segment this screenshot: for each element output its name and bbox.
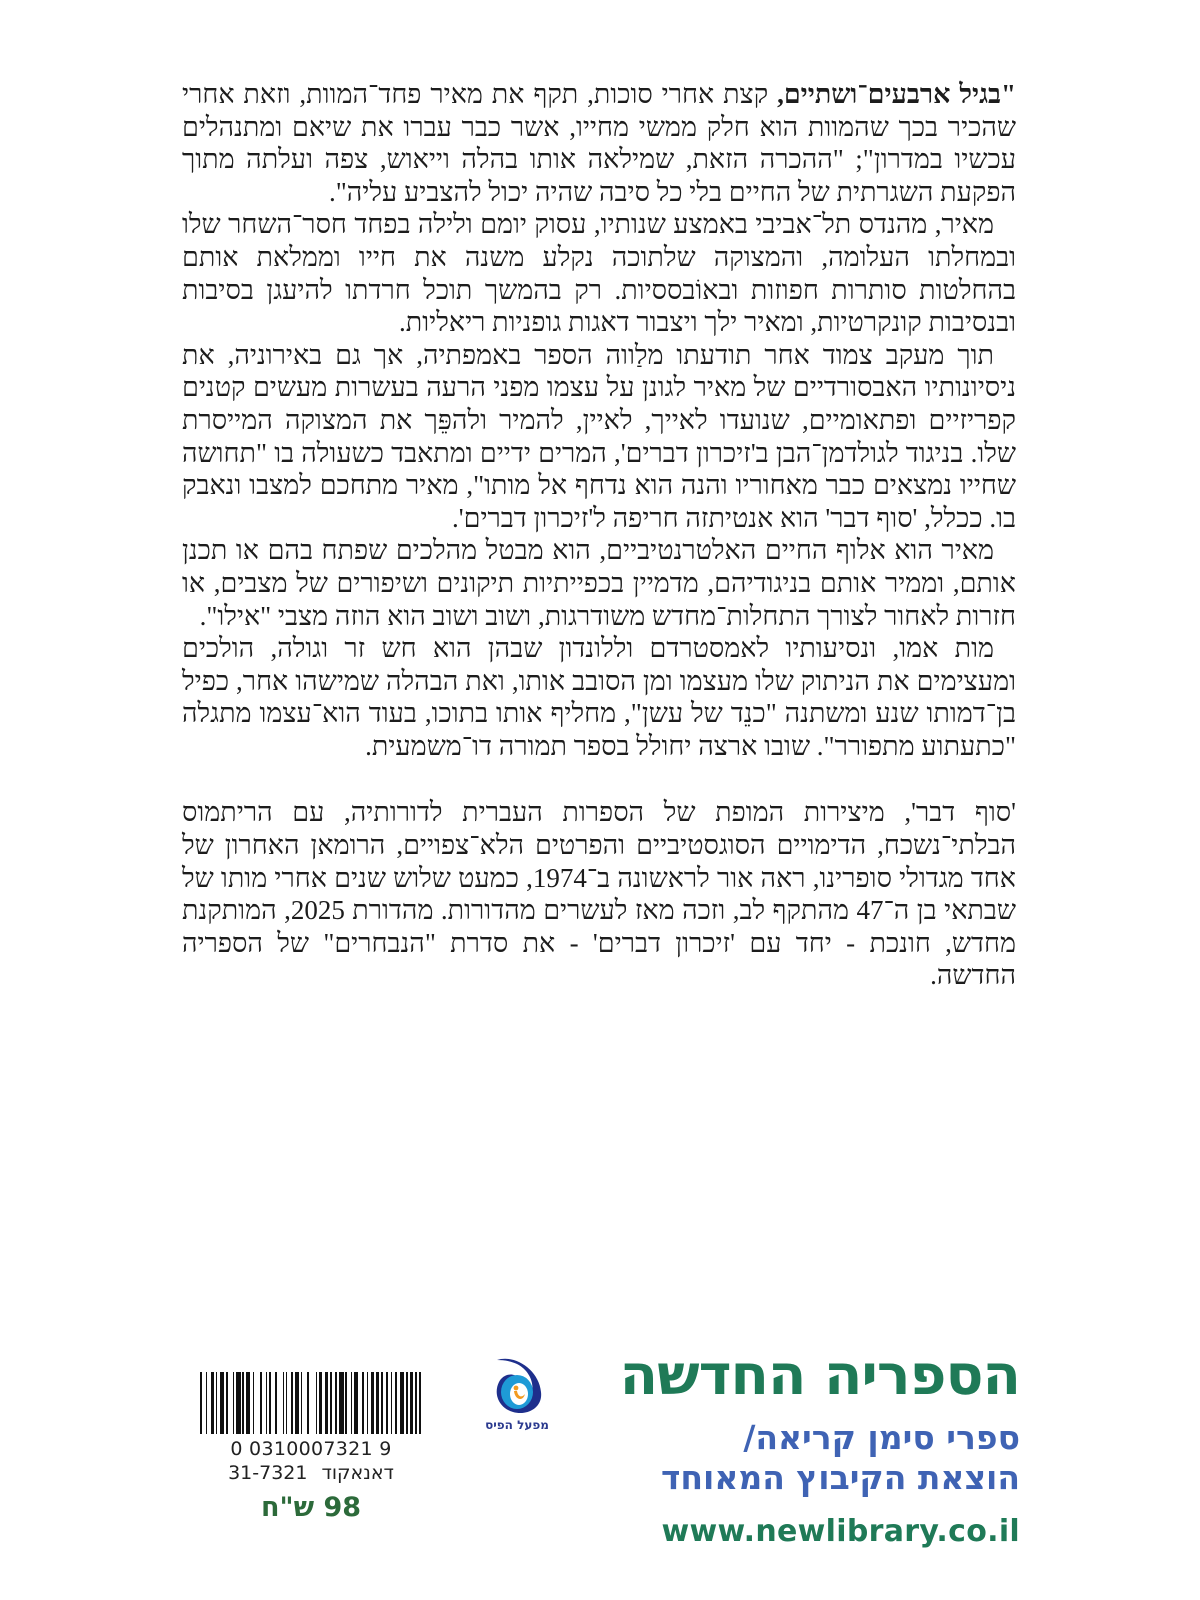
blurb-paragraph-1-text: קצת אחרי סוכות, תקף את מאיר פחד־המוות, וזאת אחרי שהכיר בכך שהמוות הוא חלק ממשי מחייו, אשר כבר עברו את שיאם ומתנהלים עכשיו במדרון"; "ההכרה הזאת, שמילאה אותו בהלה וייאוש, צפה ועלתה מתוך הפקעת השגרתית של החיים בלי כל סיבה שהיה יכול להצביע עליה".	[182, 79, 1016, 207]
blurb-paragraph-3: תוך מעקב צמוד אחר תודעתו מלַווה הספר באמפתיה, אך גם באירוניה, את ניסיונותיו האבסורדיים של מאיר לגונן על עצמו מפני הרעה בעשרות מעשים קטנים קפריזיים ופתאומיים, שנועדו לאייך, לאיין, להמיר ולהפֵּך את המצוקה המייסרת שלו. בניגוד לגולדמן־הבן ב'זיכרון דברים', המרים ידיים ומתאבד כשעולה בו "תחושה שחייו נמצאים כבר מאחוריו והנה הוא נדחף אל מותו", מאיר מתחכם למצבו ונאבק בו. ככלל, 'סוף דבר' הוא אנטיתזה חריפה ל'זיכרון דברים'.	[182, 339, 1016, 533]
mifal-hapais-logo	[482, 1348, 552, 1432]
blurb-paragraph-2: מאיר, מהנדס תל־אביבי באמצע שנותיו, עסוק יומם ולילה בפחד חסר־השחר שלו ובמחלתו העלומה, והמצוקה שלתוכה נקלע משנה את חייו וממלאת אותם בהחלטות סותרות חפוזות ובאוֹבססיות. רק בהמשך תוכל חרדתו להיעגן בסיבות ובנסיבות קונקרטיות, ומאיר ילך ויצבור דאגות גופניות ריאליות.	[182, 209, 1016, 338]
barcode-bar	[419, 1372, 421, 1434]
mifal-hapais-swirl-icon	[487, 1348, 547, 1416]
publisher-url[interactable]: www.newlibrary.co.il	[661, 1514, 1020, 1549]
barcode-number: 0 0310007321 9	[230, 1438, 392, 1460]
logo-caption: מפעל הפיס	[485, 1418, 549, 1432]
blurb-paragraph-5: מות אמו, ונסיעותיו לאמסטרדם וללונדון שבהן הוא חש זר וגולה, הולכים ומעצימים את הניתוק שלו מעצמו ומן הסובב אותו, ואת הבהלה שמישהו אחר, כפיל בן־דמותו שנע ומשתנה "כנֵד של עשן", מחליף אותו בתוכו, בעוד הוא־עצמו מתגלה "כתעתוע מתפורר". שובו ארצה יחולל בספר תמורה דו־משמעית.	[182, 633, 1016, 761]
danacode-label: דאנאקוד	[321, 1462, 394, 1484]
paragraph-spacer	[182, 762, 1016, 796]
publisher-block	[600, 1343, 1020, 1549]
barcode-bar	[309, 1372, 316, 1434]
danacode	[196, 1462, 426, 1484]
blurb-lead-phrase: "בגיל ארבעים־ושתיים,	[777, 79, 1016, 109]
series-title: הספריה החדשה	[619, 1343, 1020, 1408]
danacode-value: 31-7321	[228, 1462, 308, 1484]
blurb-paragraph-4: מאיר הוא אלוף החיים האלטרנטיביים, הוא מבטל מהלכים שפתח בהם או תכנן אותם, וממיר אותם בניגודיהם, מדמיין בכפייתיות תיקונים ושיפורים של מצבים, או חזרות לאחור לצורך התחלות־מחדש משודרגות, ושוב ושוב הוא הוזה מצבי "אילו".	[182, 535, 1016, 631]
blurb-paragraph-1	[182, 78, 1016, 208]
price: 98 ש"ח	[260, 1492, 362, 1523]
imprint-line-2: הוצאת הקיבוץ המאוחד	[660, 1458, 1020, 1497]
back-cover-blurb	[182, 78, 1016, 992]
imprint-line-1: ספרי סימן קריאה/	[743, 1418, 1020, 1457]
barcode-block	[196, 1372, 426, 1523]
barcode	[200, 1372, 422, 1434]
blurb-paragraph-6: 'סוף דבר', מיצירות המופת של הספרות העברית לדורותיה, עם הריתמוס הבלתי־נשכח, הדימויים הסוגסטיביים והפרטים הלא־צפויים, הרומאן האחרון של אחד מגדולי סופרינו, ראה אור לראשונה ב־1974, כמעט שלוש שנים אחרי מותו של שבתאי בן ה־47 מהתקף לב, וזכה מאז לעשרים מהדורות. מהדורת 2025, המותקנת מחדש, חונכת - יחד עם 'זיכרון דברים' - את סדרת "הנבחרים" של הספריה החדשה.	[182, 797, 1017, 991]
